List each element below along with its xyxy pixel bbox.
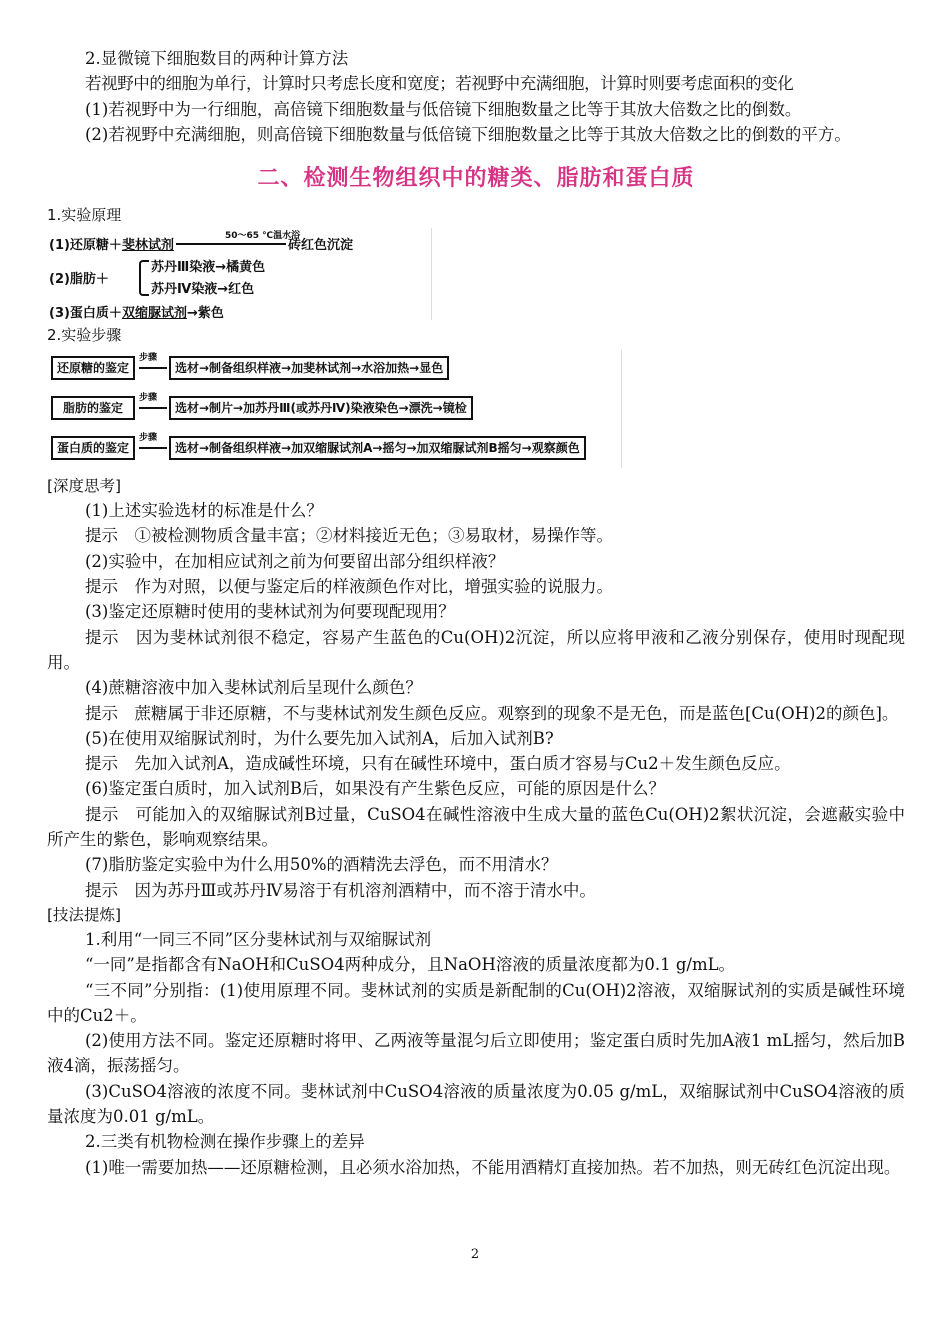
step-row-3-arrow [139, 447, 167, 449]
think-answer-4: 提示 蔗糖属于非还原糖，不与斐林试剂发生颜色反应。观察到的现象不是无色，而是蓝色[Cu(OH)2的颜色]。 [85, 703, 899, 723]
step-row-3-label: 蛋白质的鉴定 [51, 436, 135, 460]
skill-paragraph-1: “一同”是指都含有NaOH和CuSO4两种成分，且NaOH溶液的质量浓度都为0.1 g/mL。 [85, 955, 736, 975]
think-question-6: (6)鉴定蛋白质时，加入试剂B后，如果没有产生紫色反应，可能的原因是什么？ [85, 779, 665, 799]
steps-figure [51, 350, 622, 468]
principle-line-3-left: (3)蛋白质＋ [49, 306, 122, 322]
intro-paragraph-2: (1)若视野中为一行细胞，高倍镜下细胞数量与低倍镜下细胞数量之比等于其放大倍数之比的倒数。 [85, 99, 802, 119]
think-question-5: (5)在使用双缩脲试剂时，为什么要先加入试剂A，后加入试剂B? [85, 728, 554, 748]
think-answer-6: 提示 可能加入的双缩脲试剂B过量，CuSO4在碱性溶液中生成大量的蓝色Cu(OH)2絮状沉淀，会遮蔽实验中所产生的紫色，影响观察结果。 [47, 804, 905, 850]
intro-paragraph-1: 若视野中的细胞为单行，计算时只考虑长度和宽度；若视野中充满细胞，计算时则要考虑面积的变化 [85, 74, 794, 94]
think-question-2: (2)实验中，在加相应试剂之前为何要留出部分组织样液？ [85, 551, 505, 571]
step-row-3-step-word: 步骤 [139, 433, 158, 444]
think-tag: [深度思考] [47, 477, 122, 496]
step-row-1-flow: 选材→制备组织样液→加斐林试剂→水浴加热→显色 [169, 356, 449, 380]
step-row-2-label: 脂肪的鉴定 [51, 396, 135, 420]
step-row-2-step-word: 步骤 [139, 393, 158, 404]
step-row-1-label: 还原糖的鉴定 [51, 356, 135, 380]
skill-tag: [技法提炼] [47, 905, 122, 924]
principle-title: 1.实验原理 [47, 206, 122, 225]
principle-line-3-reagent: 双缩脲试剂 [121, 306, 187, 322]
think-answer-3: 提示 因为斐林试剂很不稳定，容易产生蓝色的Cu(OH)2沉淀，所以应将甲液和乙液分别保存，使用时现配现用。 [47, 627, 905, 672]
principle-line-1-left: (1)还原糖＋ [49, 238, 122, 254]
principle-line-1-reagent: 斐林试剂 [121, 238, 174, 254]
think-question-3: (3)鉴定还原糖时使用的斐林试剂为何要现配现用？ [85, 602, 455, 622]
skill-paragraph-2: “三不同”分别指：(1)使用原理不同。斐林试剂的实质是新配制的Cu(OH)2溶液，双缩脲试剂的实质是碱性环境中的Cu2＋。 [47, 980, 905, 1025]
step-row-2-arrow [139, 407, 167, 409]
page-number: 2 [470, 1247, 480, 1262]
think-question-7: (7)脂肪鉴定实验中为什么用50%的酒精洗去浮色，而不用清水？ [85, 855, 558, 875]
skill-paragraph-3: (2)使用方法不同。鉴定还原糖时将甲、乙两液等量混匀后立即使用；鉴定蛋白质时先加A液1 mL摇匀，然后加B液4滴，振荡摇匀。 [47, 1031, 905, 1076]
step-row-1-arrow [139, 367, 167, 369]
step-row-1-step-word: 步骤 [139, 353, 158, 364]
intro-title: 2.显微镜下细胞数目的两种计算方法 [85, 49, 349, 68]
intro-paragraph-3: (2)若视野中充满细胞，则高倍镜下细胞数量与低倍镜下细胞数量之比等于其放大倍数之比的倒数的平方。 [85, 124, 851, 144]
skill-title-2: 2.三类有机物检测在操作步骤上的差异 [85, 1132, 365, 1152]
principle-line-2-sudan3: 苏丹Ⅲ染液→橘黄色 [151, 260, 266, 276]
think-answer-1: 提示 ①被检测物质含量丰富；②材料接近无色；③易取材，易操作等。 [85, 526, 613, 546]
step-row-3-flow: 选材→制备组织样液→加双缩脲试剂A→摇匀→加双缩脲试剂B摇匀→观察颜色 [169, 436, 586, 460]
principle-line-1-condition: 50～65 ℃温水浴 [225, 231, 301, 242]
principle-line-1 [49, 234, 353, 253]
document-page [47, 46, 905, 1180]
think-answer-2: 提示 作为对照，以便与鉴定后的样液颜色作对比，增强实验的说服力。 [85, 577, 613, 597]
principle-brace [139, 260, 149, 296]
skill-title-1: 1.利用“一同三不同”区分斐林试剂与双缩脲试剂 [85, 929, 432, 949]
principle-line-2-left: (2)脂肪＋ [49, 272, 109, 288]
think-question-1: (1)上述实验选材的标准是什么？ [85, 501, 323, 521]
section-heading: 二、检测生物组织中的糖类、脂肪和蛋白质 [257, 166, 695, 192]
principle-line-1-result: 砖红色沉淀 [287, 238, 353, 254]
step-row-2-flow: 选材→制片→加苏丹Ⅲ(或苏丹Ⅳ)染液染色→漂洗→镜检 [169, 396, 473, 420]
think-question-4: (4)蔗糖溶液中加入斐林试剂后呈现什么颜色？ [85, 678, 422, 698]
skill-paragraph-5: (1)唯一需要加热——还原糖检测，且必须水浴加热，不能用酒精灯直接加热。若不加热，则无砖红色沉淀出现。 [85, 1157, 901, 1177]
skill-paragraph-4: (3)CuSO4溶液的浓度不同。斐林试剂中CuSO4溶液的质量浓度为0.05 g/mL，双缩脲试剂中CuSO4溶液的质量浓度为0.01 g/mL。 [47, 1081, 905, 1127]
principle-line-2-sudan4: 苏丹Ⅳ染液→红色 [151, 282, 255, 298]
principle-line-3 [49, 302, 224, 321]
principle-line-3-result: →紫色 [186, 306, 224, 322]
principle-line-1-arrow [176, 243, 286, 245]
think-answer-7: 提示 因为苏丹Ⅲ或苏丹Ⅳ易溶于有机溶剂酒精中，而不溶于清水中。 [85, 880, 596, 900]
steps-title: 2.实验步骤 [47, 326, 122, 345]
think-answer-5: 提示 先加入试剂A，造成碱性环境，只有在碱性环境中，蛋白质才容易与Cu2＋发生颜色反应。 [85, 754, 791, 774]
principle-figure [47, 228, 432, 320]
